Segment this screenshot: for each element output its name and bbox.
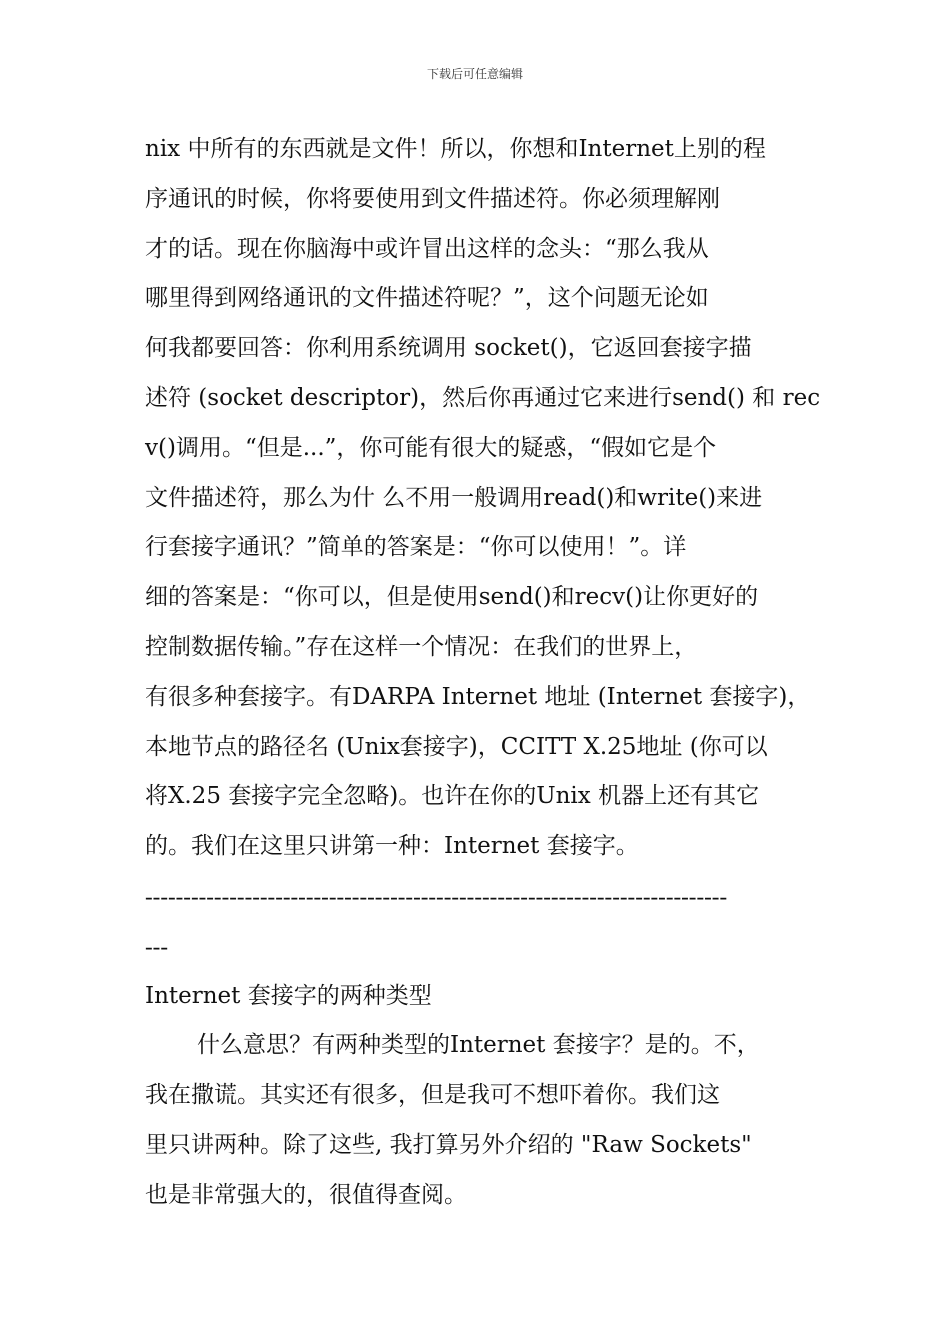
paragraph-line: 哪里得到网络通讯的文件描述符呢？”，这个问题无论如 xyxy=(145,285,709,312)
paragraph-line: 也是非常强大的，很值得查阅。 xyxy=(145,1181,467,1208)
paragraph-line: 什么意思？有两种类型的Internet 套接字？是的。不， xyxy=(197,1032,760,1059)
paragraph-line: 文件描述符，那么为什 么不用一般调用read()和write()来进 xyxy=(145,484,763,511)
paragraph-line: 行套接字通讯？”简单的答案是：“你可以使用！”。详 xyxy=(145,534,687,561)
paragraph-line: 我在撒谎。其实还有很多，但是我可不想吓着你。我们这 xyxy=(145,1082,720,1109)
paragraph-line: 将X.25 套接字完全忽略)。也许在你的Unix 机器上还有其它 xyxy=(145,783,760,810)
paragraph-line: 本地节点的路径名 (Unix套接字)，CCITT X.25地址 (你可以 xyxy=(145,733,768,760)
paragraph-line: 里只讲两种。除了这些, 我打算另外介绍的 "Raw Sockets" xyxy=(145,1131,752,1158)
paragraph-line: 何我都要回答：你利用系统调用 socket()，它返回套接字描 xyxy=(145,335,752,362)
page-header: 下载后可任意编辑 xyxy=(426,67,523,81)
paragraph-line: v()调用。“但是...”，你可能有很大的疑惑，“假如它是个 xyxy=(145,434,717,461)
paragraph-line: 有很多种套接字。有DARPA Internet 地址 (Internet 套接字)， xyxy=(145,683,811,710)
separator-rule: --- xyxy=(145,933,168,959)
paragraph-line: 控制数据传输。”存在这样一个情况：在我们的世界上， xyxy=(145,633,698,660)
paragraph-line: 述符 (socket descriptor)，然后你再通过它来进行send() 和 rec xyxy=(145,384,821,411)
paragraph-line: 细的答案是：“你可以，但是使用send()和recv()让你更好的 xyxy=(145,584,759,611)
paragraph-line: 的。我们在这里只讲第一种：Internet 套接字。 xyxy=(145,833,639,860)
paragraph-line: 序通讯的时候，你将要使用到文件描述符。你必须理解刚 xyxy=(145,185,720,212)
paragraph-line: nix 中所有的东西就是文件！所以，你想和Internet上别的程 xyxy=(145,136,766,162)
section-heading: Internet 套接字的两种类型 xyxy=(145,982,432,1009)
document-body xyxy=(145,125,825,1221)
paragraph-line: 才的话。现在你脑海中或许冒出这样的念头：“那么我从 xyxy=(145,235,709,262)
separator-rule: ---------------------------------------------------------------------------- xyxy=(145,883,728,909)
